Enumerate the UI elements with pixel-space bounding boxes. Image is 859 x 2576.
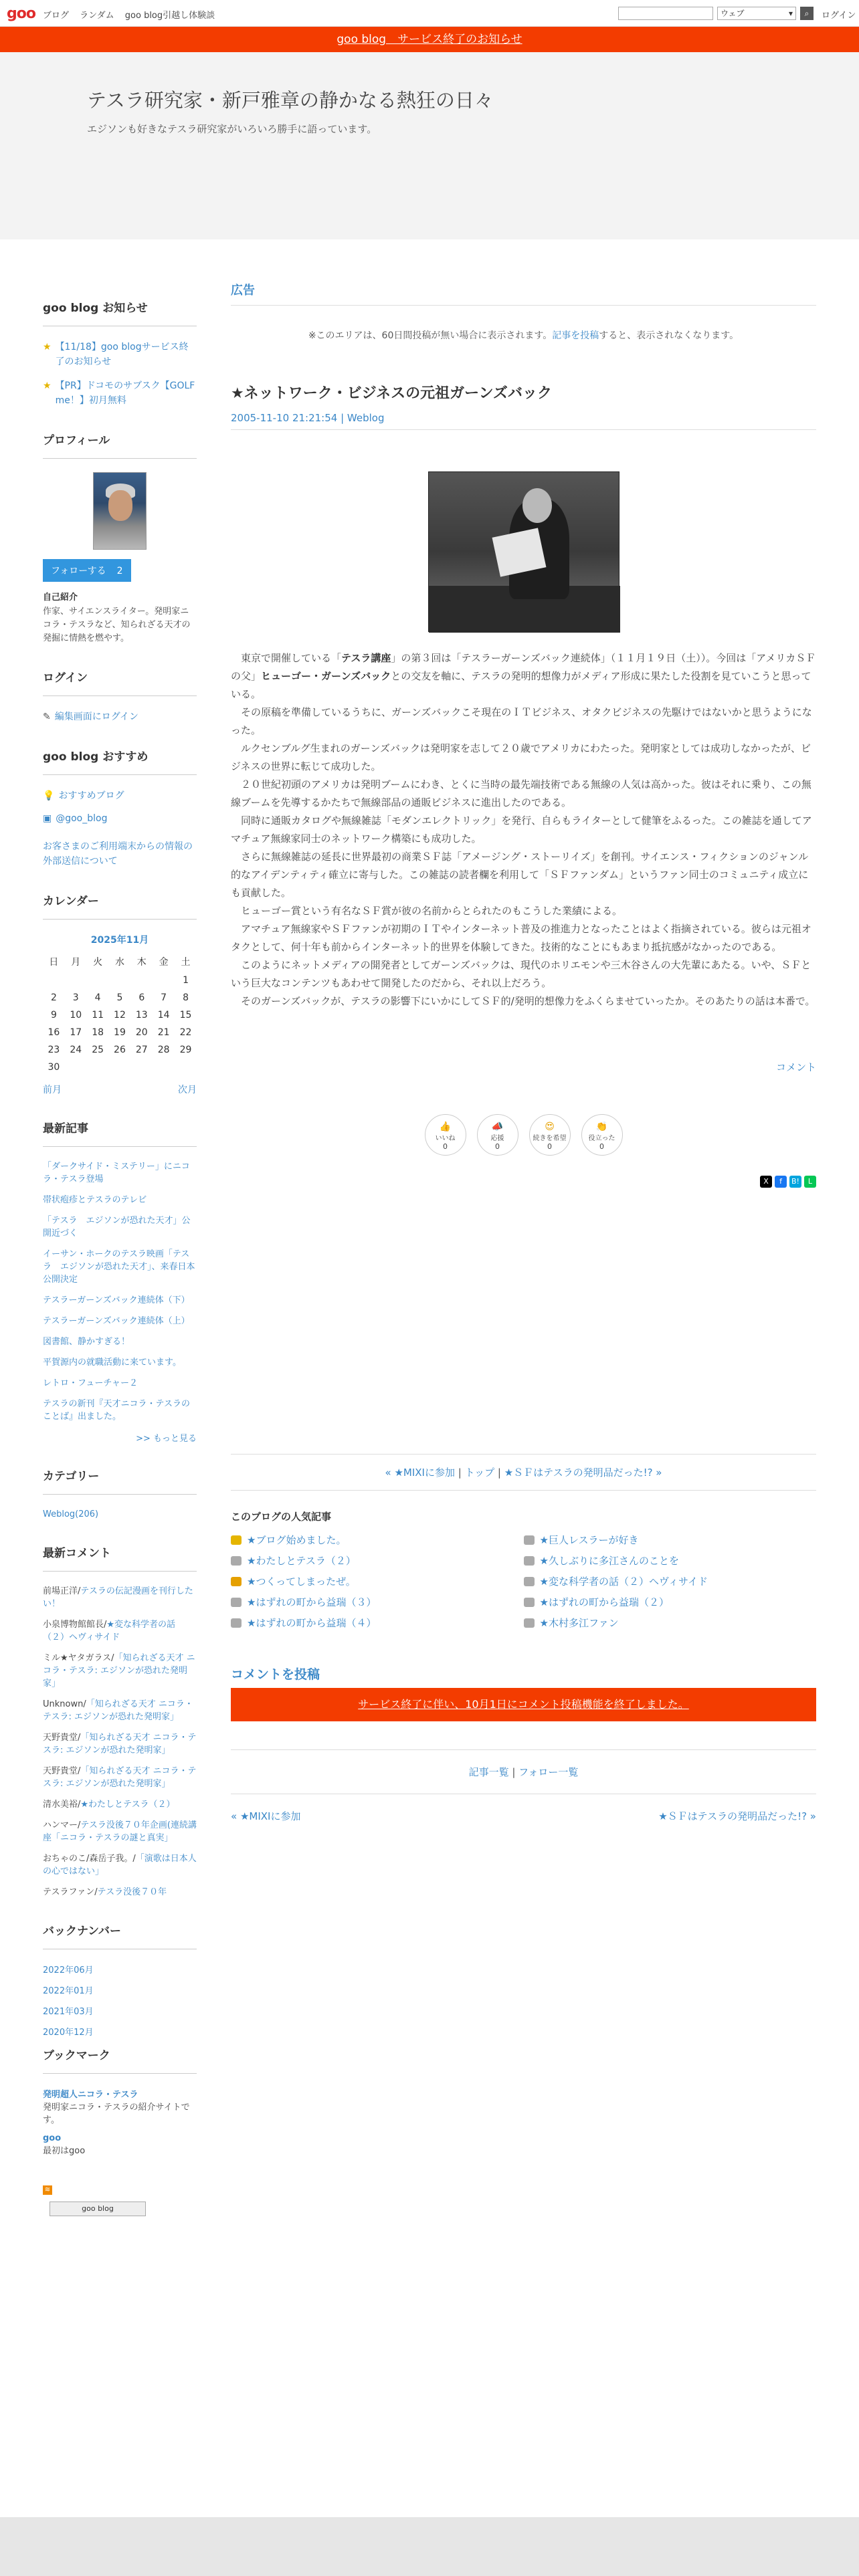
calendar-day[interactable]: 26	[114, 1045, 126, 1055]
calendar-day[interactable]: 3	[72, 992, 79, 1003]
top-links	[43, 8, 223, 21]
popular-item	[231, 1616, 524, 1630]
crown-icon	[231, 1577, 242, 1586]
top-link-random[interactable]: ランダム	[80, 11, 114, 21]
calendar-day[interactable]: 15	[179, 1010, 192, 1021]
calendar	[43, 933, 197, 1076]
entry-nav: « ★MIXIに参加 | トップ | ★ＳＦはテスラの発明品だった!? »	[231, 1454, 816, 1491]
calendar-day[interactable]: 12	[114, 1010, 126, 1021]
reaction-button[interactable]	[425, 1114, 466, 1156]
recent-entry-link[interactable]: 平賀源内の就職活動に来ています。	[43, 1358, 181, 1368]
reaction-button[interactable]	[581, 1114, 623, 1156]
calendar-day	[87, 1059, 109, 1076]
reaction-label: いいね	[435, 1135, 456, 1142]
backnumber-link[interactable]: 2022年06月	[43, 1965, 94, 1975]
calendar-day[interactable]: 2	[50, 992, 57, 1003]
comment-entry-link[interactable]: 「知られざる天才 ニコラ・テスラ: エジソンが恐れた発明家」	[43, 1653, 195, 1689]
backnumber-list	[43, 1963, 197, 2038]
top-link[interactable]: トップ	[464, 1467, 495, 1479]
login-link[interactable]: ログイン	[822, 11, 856, 21]
calendar-month: 2025年11月	[90, 935, 149, 946]
profile-photo[interactable]	[93, 472, 147, 550]
crown-icon	[231, 1598, 242, 1607]
comment-author: ミル★ヤタガラス/	[43, 1653, 114, 1663]
clap-icon: 👏	[595, 1121, 608, 1132]
popular-item	[231, 1533, 524, 1547]
calendar-day[interactable]: 7	[161, 992, 167, 1003]
popular-item	[231, 1595, 524, 1609]
entry-paragraph: 同時に通販カタログや無線雑誌「モダンエレクトリック」を発行、自らもライターとして健筆をふるった。この雑誌を通してアマチュア無線家同士のネットワーク構築にも成功した。	[231, 815, 812, 845]
entry-body	[231, 649, 816, 1010]
star-icon: ★	[43, 381, 52, 391]
follow-count: 2	[116, 566, 123, 576]
recommend-heading: goo blog おすすめ	[43, 747, 197, 775]
blog-header	[0, 52, 859, 239]
line-share-icon[interactable]: L	[804, 1176, 816, 1188]
bookmark-link[interactable]: goo	[43, 2133, 62, 2143]
calendar-day[interactable]: 22	[179, 1027, 192, 1038]
ad-heading: 広告	[231, 281, 816, 306]
calendar-week	[43, 1024, 197, 1041]
popular-item	[524, 1616, 817, 1630]
entry-title[interactable]: ★ネットワーク・ビジネスの元祖ガーンズバック	[231, 385, 552, 402]
notice-section	[43, 298, 197, 408]
calendar-day	[130, 972, 153, 989]
crown-icon	[524, 1556, 535, 1566]
search-scope-select[interactable]: ウェブ ▾	[717, 7, 796, 20]
popular-entry-link[interactable]: ★わたしとテスラ（２）	[247, 1555, 356, 1567]
calendar-weekday: 日	[49, 957, 59, 968]
edit-login-item	[43, 710, 197, 724]
popular-entry-link[interactable]: ★つくってしまったぜ。	[247, 1576, 356, 1588]
calendar-week	[43, 989, 197, 1006]
calendar-week	[43, 972, 197, 989]
popular-list	[231, 1533, 816, 1630]
calendar-day	[175, 1059, 197, 1076]
notice-link[interactable]: 【11/18】goo blogサービス終了のお知らせ	[55, 342, 189, 367]
comment-list	[43, 1585, 197, 1899]
top-link-moving[interactable]: goo blog引越し体験談	[124, 11, 215, 21]
comment-entry-link[interactable]: 「知られざる天才 ニコラ・テスラ: エジソンが恐れた発明家」	[43, 1699, 193, 1722]
ad-note-text: ※このエリアは、60日間投稿が無い場合に表示されます。	[308, 330, 553, 341]
reaction-label: 続きを希望	[533, 1135, 567, 1142]
sidebar	[43, 298, 197, 2239]
calendar-day[interactable]: 23	[47, 1045, 60, 1055]
x-share-icon[interactable]: X	[760, 1176, 772, 1188]
entry-category-link[interactable]: Weblog	[347, 412, 385, 424]
comment-item	[43, 1585, 197, 1610]
entry-link[interactable]: ヒューゴー・ガーンズバック	[261, 670, 391, 682]
calendar-next-link[interactable]: 次月	[178, 1085, 197, 1095]
calendar-day[interactable]: 4	[94, 992, 101, 1003]
recent-entry-link[interactable]: 帯状疱疹とテスラのテレビ	[43, 1195, 147, 1205]
login-section	[43, 668, 197, 724]
list-links: 記事一覧 | フォロー一覧	[231, 1749, 816, 1794]
comments-heading: 最新コメント	[43, 1543, 197, 1572]
category-link[interactable]: Weblog(206)	[43, 1509, 99, 1519]
external-info-item	[43, 839, 197, 869]
notice-link[interactable]: 【PR】ドコモのサブスク【GOLF me！】初月無料	[55, 381, 195, 406]
comment-entry-link[interactable]: ★わたしとテスラ（２）	[80, 1800, 175, 1810]
popular-entry-link[interactable]: ★変な科学者の話（２）ヘヴィサイド	[539, 1576, 708, 1588]
reaction-count: 0	[599, 1142, 604, 1151]
recommend-section	[43, 747, 197, 869]
smile-icon: 😍	[545, 1121, 555, 1132]
popular-item	[524, 1574, 817, 1588]
profile-section	[43, 431, 197, 645]
intro-text: 作家、サイエンスライター。発明家ニコラ・テスラなど、知られざる天才の発掘に情熱を燃やす。	[43, 607, 191, 643]
popular-heading: このブログの人気記事	[231, 1511, 332, 1523]
search-button[interactable]	[800, 7, 814, 20]
recent-list	[43, 1160, 197, 1423]
recommend-item	[43, 788, 197, 803]
calendar-day[interactable]: 8	[183, 992, 189, 1003]
bottom-next-link[interactable]: ★ＳＦはテスラの発明品だった!? »	[658, 1810, 816, 1822]
calendar-day[interactable]: 30	[47, 1062, 60, 1073]
recent-entry-link[interactable]: イーサン・ホークのテスラ映画「テスラ エジソンが恐れた天才」、来春日本公開決定	[43, 1249, 195, 1285]
popular-item	[231, 1553, 524, 1568]
comment-author: ハンマー/	[43, 1820, 81, 1830]
comment-item	[43, 1852, 197, 1878]
ad-note-text-end: すると、表示されなくなります。	[599, 330, 739, 341]
comment-entry-link[interactable]: 「演歌は日本人の心ではない」	[43, 1854, 197, 1876]
comment-author: 小泉博物館館長/	[43, 1620, 107, 1630]
calendar-day[interactable]: 16	[47, 1027, 60, 1038]
popular-entry-link[interactable]: ★はずれの町から益瑞（３）	[247, 1596, 377, 1608]
star-icon: ★	[43, 342, 52, 352]
edit-login-link[interactable]: 編集画面にログイン	[54, 712, 139, 722]
post-article-link[interactable]: 記事を投稿	[552, 330, 599, 341]
search-input[interactable]	[618, 7, 713, 20]
calendar-week	[43, 1006, 197, 1024]
bookmark-link[interactable]: 発明超人ニコラ・テスラ	[43, 2090, 138, 2100]
reaction-count: 0	[443, 1142, 448, 1151]
popular-entry-link[interactable]: ★ブログ始めました。	[247, 1534, 347, 1546]
entry-date: 2005-11-10 21:21:54	[231, 412, 338, 424]
reaction-button[interactable]	[477, 1114, 518, 1156]
comment-item	[43, 1731, 197, 1757]
calendar-day	[65, 1059, 87, 1076]
popular-entry-link[interactable]: ★巨人レスラーが好き	[539, 1534, 639, 1546]
entry-paragraph: ２０世紀初頭のアメリカは発明ブームにわき、とくに当時の最先端技術である無線の人気は高かった。彼はそれに乗り、この無線ブームを先導するかたちで無線部品の通販ビジネスに進出したのである。	[231, 778, 812, 809]
calendar-weekday: 水	[114, 957, 124, 968]
comment-entry-link[interactable]: テスラ没後７０年	[97, 1887, 167, 1897]
rss-icon[interactable]: ≋	[43, 2185, 52, 2195]
recent-entry-link[interactable]: レトロ・フューチャー２	[43, 1378, 138, 1388]
popular-entry-link[interactable]: ★久しぶりに多江さんのことを	[539, 1555, 679, 1567]
bottom-nav	[231, 1809, 816, 1823]
entry-paragraph: その原稿を準備しているうちに、ガーンズバックこそ現在のＩＴビジネス、オタクビジネスの先駆けではないかと思うようになった。	[231, 706, 812, 736]
comment-link[interactable]: コメント	[775, 1061, 816, 1073]
backnumber-heading: バックナンバー	[43, 1921, 197, 1949]
megaphone-icon: 📣	[491, 1121, 504, 1132]
comment-closed-link[interactable]: サービス終了に伴い、10月1日にコメント投稿機能を終了しました。	[358, 1698, 689, 1711]
search-icon: ⌕	[804, 9, 809, 18]
more-link[interactable]: >> もっと見る	[136, 1434, 197, 1444]
main-content	[231, 281, 816, 1823]
follow-list-link[interactable]: フォロー一覧	[518, 1766, 579, 1778]
popular-entry-link[interactable]: ★木村多江ファン	[539, 1617, 619, 1629]
lightbulb-icon: 💡	[43, 790, 55, 801]
crown-icon	[231, 1618, 242, 1628]
comment-item	[43, 1765, 197, 1790]
calendar-heading: カレンダー	[43, 891, 197, 920]
recent-entry-link[interactable]: 図書館、静かすぎる！	[43, 1337, 130, 1347]
entry-paragraph: アマチュア無線家やＳＦファンが初期のＩＴやインターネット普及の推進力となったことはよく指摘されている。彼らは元祖オタクとして、何十年も前からインターネット的世界を体験してきた。技術的なことにもあまり抵抗感がなかったのである。	[231, 923, 812, 953]
calendar-day[interactable]: 6	[138, 992, 145, 1003]
entry-paragraph: このようにネットメディアの開発者としてガーンズバックは、現代のホリエモンや三木谷さんの大先輩にあたる。いや、ＳＦという巨大なコンテンツもあわせて開発したのだから、それ以上だろう。	[231, 959, 812, 989]
post-comment-heading: コメントを投稿	[231, 1667, 320, 1682]
reaction-count: 0	[495, 1142, 500, 1151]
reactions	[231, 1114, 816, 1156]
goo-logo[interactable]: goo	[7, 5, 35, 22]
calendar-day	[65, 972, 87, 989]
comment-item	[43, 1618, 197, 1644]
follow-button[interactable]	[43, 559, 131, 582]
comment-item	[43, 1652, 197, 1690]
comments-section	[43, 1543, 197, 1899]
calendar-day[interactable]: 17	[70, 1027, 82, 1038]
bookmark-heading: ブックマーク	[43, 2046, 197, 2074]
external-info-link[interactable]: お客さまのご利用端末からの情報の外部送信について	[43, 841, 193, 867]
backnumber-section	[43, 1921, 197, 2038]
comment-entry-link[interactable]: テスラの伝記漫画を刊行したい！	[43, 1586, 193, 1609]
calendar-nav	[43, 1083, 197, 1096]
recent-entry-link[interactable]: 「テスラ エジソンが恐れた天才」公開近づく	[43, 1216, 191, 1239]
calendar-weekday: 土	[181, 957, 191, 968]
calendar-day[interactable]: 27	[135, 1045, 148, 1055]
calendar-day[interactable]: 29	[179, 1045, 192, 1055]
comment-item	[43, 1798, 197, 1811]
calendar-prev-link[interactable]: 前月	[43, 1085, 62, 1095]
entry-photo	[428, 471, 619, 632]
prev-entry-link[interactable]: « ★MIXIに参加	[385, 1467, 455, 1479]
recent-entry-link[interactable]: テスラーガーンズバック連続体（上）	[43, 1316, 190, 1326]
calendar-day[interactable]: 14	[157, 1010, 170, 1021]
entry-paragraph: 東京で開催している「テスラ講座」の第３回は「テスラーガーンズバック連続体」（１１月１９日（土））。今回は「アメリカＳＦの父」ヒューゴー・ガーンズバックとの交友を軸に、テスラの発明的想像力がメディア形成に果たした役割を見ていこうと思っている。	[231, 652, 816, 700]
entry-meta: 2005-11-10 21:21:54 | Weblog	[231, 412, 816, 430]
next-entry-link[interactable]: ★ＳＦはテスラの発明品だった!? »	[504, 1467, 662, 1479]
top-link-blog[interactable]: ブログ	[43, 11, 70, 21]
service-end-banner	[0, 27, 859, 52]
calendar-day[interactable]: 9	[50, 1010, 57, 1021]
bottom-prev-link[interactable]: « ★MIXIに参加	[231, 1810, 301, 1822]
calendar-day[interactable]: 25	[92, 1045, 104, 1055]
crown-icon	[524, 1598, 535, 1607]
recent-entry-link[interactable]: 「ダークサイド・ミステリー」にニコラ・テスラ登場	[43, 1162, 190, 1184]
calendar-day[interactable]: 18	[92, 1027, 104, 1038]
rss-area	[43, 2184, 197, 2216]
comment-author: 天野貴堂/	[43, 1733, 81, 1743]
comment-item	[43, 1819, 197, 1844]
backnumber-link[interactable]: 2022年01月	[43, 1986, 94, 1996]
share-buttons	[231, 1174, 816, 1188]
backnumber-link[interactable]: 2021年03月	[43, 2007, 94, 2017]
reaction-button[interactable]	[529, 1114, 571, 1156]
ad-note	[231, 328, 816, 342]
entry-link[interactable]: テスラ講座	[341, 652, 391, 664]
blog-description: エジソンも好きなテスラ研究家がいろいろ勝手に語っています。	[87, 123, 377, 135]
backnumber-link[interactable]: 2020年12月	[43, 2028, 94, 2038]
entry-paragraph: そのガーンズバックが、テスラの影響下にいかにしてＳＦ的/発明的想像力をふくらませていったか。そのあたりの話は本番で。	[231, 995, 816, 1007]
calendar-day	[153, 972, 175, 989]
calendar-day	[87, 972, 109, 989]
intro-heading: 自己紹介	[43, 593, 78, 603]
thumbs-up-icon: 👍	[439, 1121, 452, 1132]
calendar-day[interactable]: 28	[157, 1045, 170, 1055]
popular-item	[524, 1595, 817, 1609]
article-list-link[interactable]: 記事一覧	[468, 1766, 509, 1778]
crown-icon	[231, 1535, 242, 1545]
entry-paragraph: さらに無線雑誌の延長に世界最初の商業ＳＦ誌「アメージング・ストーリイズ」を創刊。サイエンス・フィクションのジャンル的なアイデンティティ確立に寄与した。この雑誌の読者欄を利用して「ＳＦファンダム」というファン同士のコミュニティ成立にも貢献した。	[231, 851, 809, 899]
reaction-count: 0	[547, 1142, 552, 1151]
recommend-item	[43, 811, 197, 826]
calendar-day[interactable]: 1	[183, 975, 189, 986]
bookmark-desc: 発明家ニコラ・テスラの紹介サイトです。	[43, 2103, 190, 2125]
calendar-weekday: 木	[136, 957, 147, 968]
calendar-day[interactable]: 24	[70, 1045, 82, 1055]
twitter-link[interactable]: @goo_blog	[56, 813, 108, 824]
comment-closed-notice	[231, 1688, 816, 1721]
popular-item	[231, 1574, 524, 1588]
comment-author: テスラファン/	[43, 1887, 98, 1897]
category-list	[43, 1508, 197, 1521]
calendar-section	[43, 891, 197, 1096]
reaction-label: 役立った	[588, 1135, 615, 1142]
calendar-week	[43, 1059, 197, 1076]
twitter-icon: ▣	[43, 813, 52, 824]
crown-icon	[231, 1556, 242, 1566]
calendar-day[interactable]: 19	[114, 1027, 126, 1038]
hatena-share-icon[interactable]: B!	[789, 1176, 801, 1188]
blog-title[interactable]: テスラ研究家・新戸雅章の静かなる熱狂の日々	[87, 89, 494, 112]
service-end-link[interactable]: goo blog サービス終了のお知らせ	[337, 33, 522, 46]
comment-author: 前場正洋/	[43, 1586, 81, 1596]
comment-entry-link[interactable]: ★変な科学者の話（２）ヘヴィサイド	[43, 1620, 176, 1642]
comment-author: Unknown/	[43, 1699, 86, 1709]
reaction-label: 応援	[490, 1135, 504, 1142]
calendar-day[interactable]: 10	[70, 1010, 82, 1021]
calendar-day[interactable]: 21	[157, 1027, 170, 1038]
category-heading: カテゴリー	[43, 1467, 197, 1495]
calendar-day	[109, 1059, 131, 1076]
calendar-day[interactable]: 20	[135, 1027, 148, 1038]
calendar-day	[43, 972, 65, 989]
notice-heading: goo blog お知らせ	[43, 298, 197, 326]
facebook-share-icon[interactable]: f	[775, 1176, 787, 1188]
login-heading: ログイン	[43, 668, 197, 696]
calendar-day[interactable]: 5	[116, 992, 123, 1003]
comment-author: 清水美裕/	[43, 1800, 81, 1810]
bookmark-desc: 最初はgoo	[43, 2146, 86, 2156]
comment-item	[43, 1698, 197, 1723]
comment-entry-link[interactable]: 「知られざる天才 ニコラ・テスラ: エジソンが恐れた発明家」	[43, 1766, 197, 1789]
entry-paragraph: ヒューゴー賞という有名なＳＦ賞が彼の名前からとられたのもこうした業績による。	[231, 905, 623, 917]
pencil-icon: ✎	[43, 712, 51, 722]
recent-entry-link[interactable]: テスラーガーンズバック連続体（下）	[43, 1295, 190, 1305]
comment-author: おちゃのこ/森岳子我。/	[43, 1854, 136, 1864]
crown-icon	[524, 1618, 535, 1628]
notice-item	[43, 379, 197, 408]
calendar-day[interactable]: 13	[135, 1010, 148, 1021]
recent-heading: 最新記事	[43, 1119, 197, 1147]
comment-entry-link[interactable]: テスラ没後７０年企画(連続講座「ニコラ・テスラの謎と真実」	[43, 1820, 197, 1843]
popular-entry-link[interactable]: ★はずれの町から益瑞（２）	[539, 1596, 669, 1608]
recommend-blog-link[interactable]: おすすめブログ	[58, 790, 124, 801]
calendar-weekday: 月	[71, 957, 81, 968]
comment-item	[43, 1886, 197, 1899]
entry-paragraph: ルクセンブルグ生まれのガーンズバックは発明家を志して２０歳でアメリカにわたった。発明家としては成功しなかったが、ビジネスの世界に転じて成功した。	[231, 742, 812, 772]
popular-item	[524, 1533, 817, 1547]
top-bar	[0, 0, 859, 27]
calendar-day	[109, 972, 131, 989]
calendar-day	[153, 1059, 175, 1076]
calendar-weekday: 金	[159, 957, 169, 968]
crown-icon	[524, 1535, 535, 1545]
notice-item	[43, 340, 197, 369]
recent-section	[43, 1119, 197, 1444]
crown-icon	[524, 1577, 535, 1586]
popular-entry-link[interactable]: ★はずれの町から益瑞（４）	[247, 1617, 377, 1629]
footer	[0, 2517, 859, 2576]
bookmark-section	[43, 2046, 197, 2216]
comment-entry-link[interactable]: 「知られざる天才 ニコラ・テスラ: エジソンが恐れた発明家」	[43, 1733, 197, 1755]
goo-blog-badge[interactable]: goo blog	[50, 2202, 146, 2216]
category-section	[43, 1467, 197, 1521]
calendar-day	[130, 1059, 153, 1076]
calendar-week	[43, 1041, 197, 1059]
popular-item	[524, 1553, 817, 1568]
profile-heading: プロフィール	[43, 431, 197, 459]
follow-label: フォローする	[51, 566, 106, 576]
recent-entry-link[interactable]: テスラの新刊『天才ニコラ・テスラのことば』出ました。	[43, 1399, 190, 1422]
calendar-weekday: 火	[93, 957, 103, 968]
comment-author: 天野貴堂/	[43, 1766, 81, 1776]
calendar-day[interactable]: 11	[92, 1010, 104, 1021]
